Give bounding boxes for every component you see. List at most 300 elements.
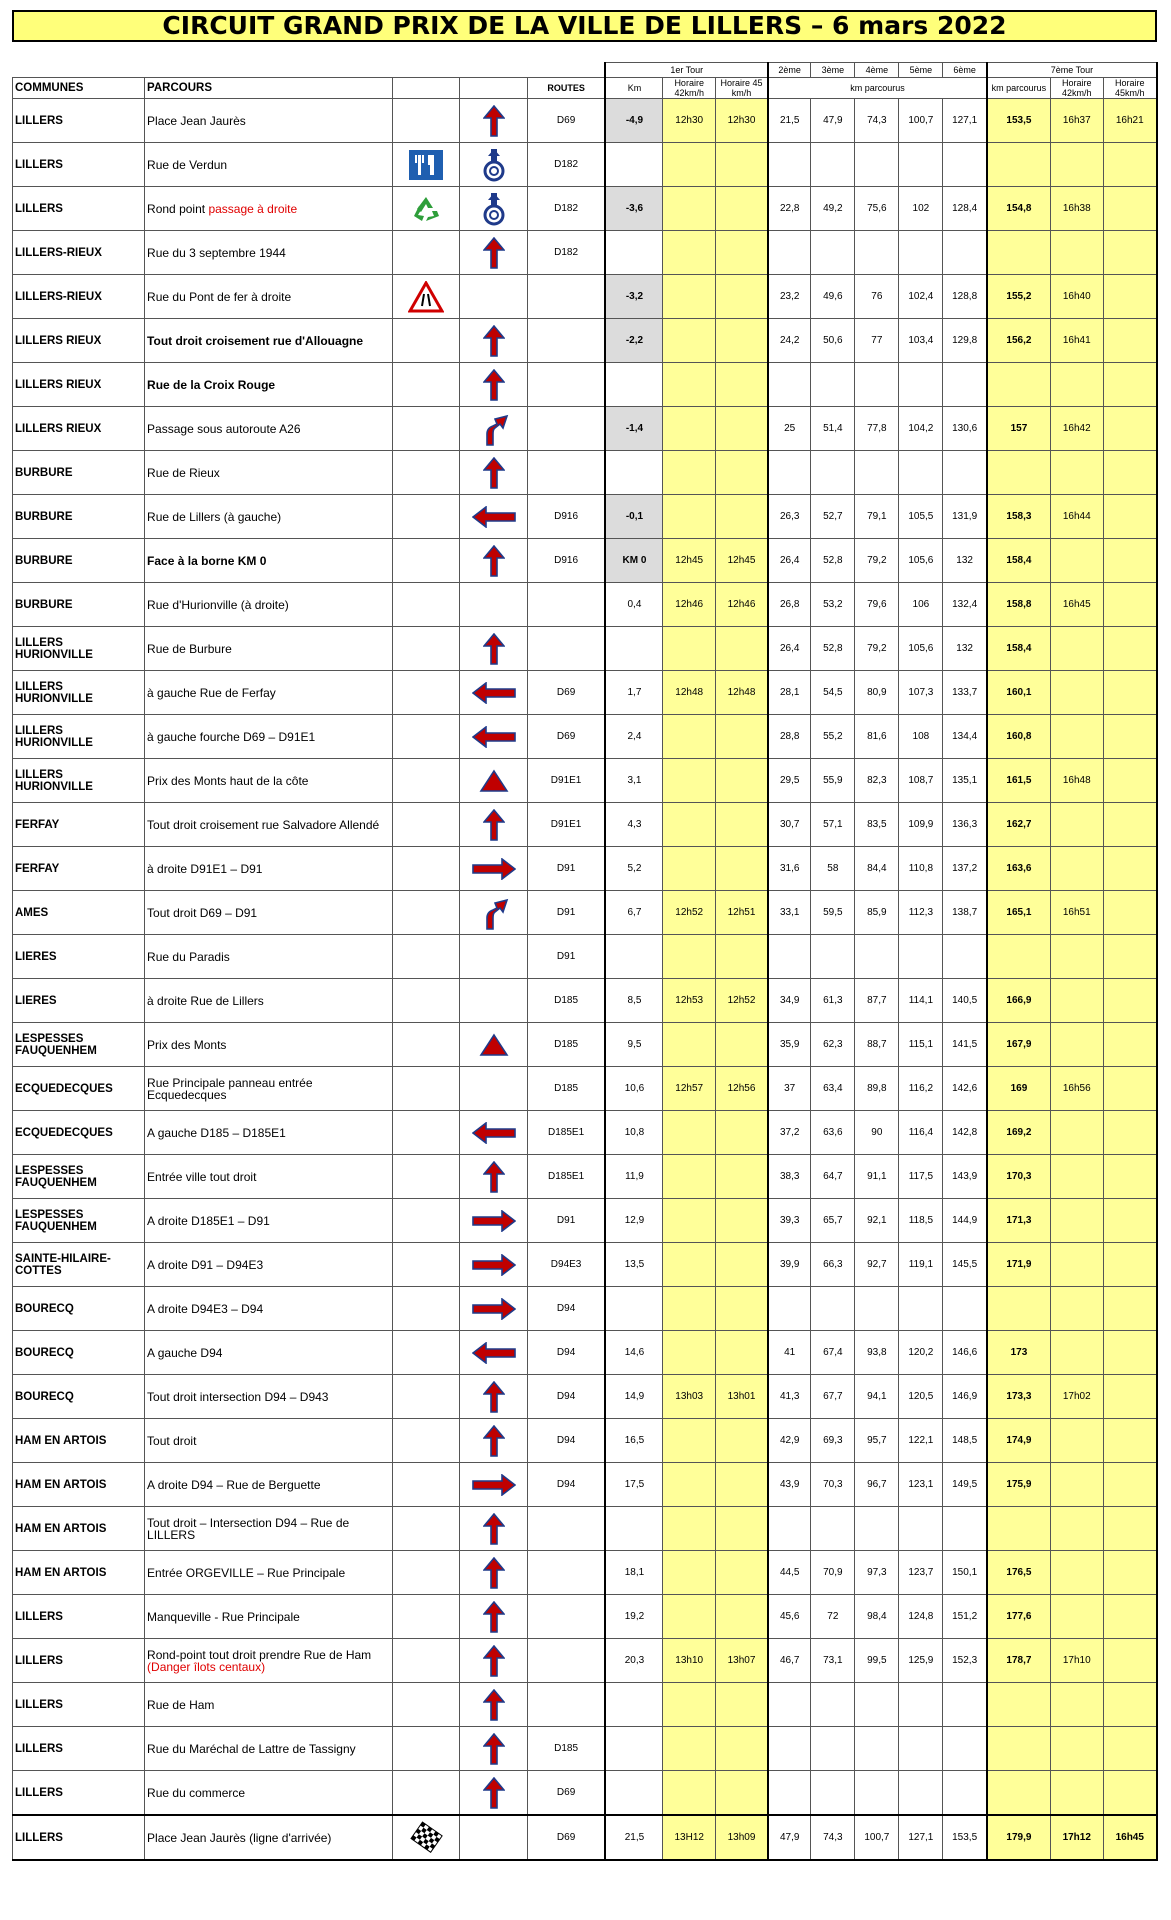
direction-cell [460, 1771, 527, 1816]
tour5-cell [899, 231, 943, 275]
parcours-text: Rue d'Hurionville (à droite) [147, 597, 289, 612]
parcours-text: A droite D94E3 – D94 [147, 1301, 264, 1316]
commune-cell: LILLERS [13, 1815, 145, 1860]
parcours-cell [145, 1023, 393, 1067]
horaire45-7-cell: 16h45 [1103, 1815, 1157, 1860]
tour7-km-cell: 171,9 [987, 1243, 1051, 1287]
tour3-cell: 74,3 [811, 1815, 855, 1860]
arrow-up-icon [460, 1777, 526, 1809]
horaire45-7-cell: 16h21 [1103, 99, 1157, 143]
symbol-cell [393, 1111, 460, 1155]
horaire42-cell [663, 1243, 716, 1287]
commune-cell: LILLERS [13, 187, 145, 231]
tour2-cell: 39,9 [768, 1243, 811, 1287]
tour3-cell: 49,2 [811, 187, 855, 231]
horaire45-cell [715, 847, 768, 891]
horaire45-cell [715, 1595, 768, 1639]
horaire45-7-cell [1103, 1639, 1157, 1683]
direction-cell [460, 1595, 527, 1639]
tour2-cell: 42,9 [768, 1419, 811, 1463]
horaire45-cell [715, 231, 768, 275]
arrow-left-icon [460, 726, 526, 748]
tour2-cell: 39,3 [768, 1199, 811, 1243]
tour3-cell: 67,4 [811, 1331, 855, 1375]
tour2-cell [768, 935, 811, 979]
parcours-cell [145, 231, 393, 275]
parcours-cell [145, 319, 393, 363]
tour7-km-cell: 167,9 [987, 1023, 1051, 1067]
parcours-cell [145, 1771, 393, 1816]
horaire42-7-cell [1050, 1551, 1103, 1595]
tour7-km-cell [987, 1507, 1051, 1551]
horaire45-cell: 13h01 [715, 1375, 768, 1419]
tour3-cell: 63,4 [811, 1067, 855, 1111]
commune-cell: ECQUEDECQUES [13, 1111, 145, 1155]
table-row [13, 1727, 1158, 1771]
parcours-cell [145, 1463, 393, 1507]
horaire42-cell [663, 935, 716, 979]
tour3-cell: 47,9 [811, 99, 855, 143]
tour2-cell: 37,2 [768, 1111, 811, 1155]
tour5-cell: 105,6 [899, 627, 943, 671]
tour3-cell [811, 143, 855, 187]
parcours-cell [145, 759, 393, 803]
direction-cell [460, 1727, 527, 1771]
tour6-cell: 128,4 [943, 187, 987, 231]
table-row [13, 1243, 1158, 1287]
horaire45-7-cell [1103, 671, 1157, 715]
horaire45-7-cell [1103, 539, 1157, 583]
table-row [13, 803, 1158, 847]
tour7-km-cell: 158,3 [987, 495, 1051, 539]
tour4-cell [855, 1507, 899, 1551]
tour4-cell: 97,3 [855, 1551, 899, 1595]
arrow-up-icon [460, 457, 526, 489]
parcours-text: Rue du commerce [147, 1785, 246, 1800]
horaire42-7-cell [1050, 1507, 1103, 1551]
horaire42-cell [663, 759, 716, 803]
direction-cell [460, 1111, 527, 1155]
commune-cell: SAINTE-HILAIRE-COTTES [13, 1243, 145, 1287]
tour7-km-cell: 169 [987, 1067, 1051, 1111]
horaire42-cell [663, 363, 716, 407]
symbol-cell [393, 451, 460, 495]
tour3-cell: 49,6 [811, 275, 855, 319]
route-cell: D94E3 [527, 1243, 605, 1287]
table-row [13, 539, 1158, 583]
tour3-cell: 63,6 [811, 1111, 855, 1155]
horaire42-cell [663, 847, 716, 891]
tour5-cell: 105,6 [899, 539, 943, 583]
tour3-cell [811, 451, 855, 495]
horaire45-7-cell [1103, 1595, 1157, 1639]
tour4-cell: 96,7 [855, 1463, 899, 1507]
tour4-header: 4ème [855, 63, 899, 78]
route-cell: D94 [527, 1419, 605, 1463]
table-row [13, 1639, 1158, 1683]
parcours-text: Place Jean Jaurès (ligne d'arrivée) [147, 1830, 332, 1845]
tour4-cell: 82,3 [855, 759, 899, 803]
horaire42-7-cell: 16h41 [1050, 319, 1103, 363]
tour6-cell: 136,3 [943, 803, 987, 847]
tour7-km-cell [987, 1771, 1051, 1816]
tour5-cell: 102 [899, 187, 943, 231]
parcours-cell [145, 539, 393, 583]
commune-cell: BOURECQ [13, 1287, 145, 1331]
horaire45-cell [715, 1727, 768, 1771]
direction-cell [460, 671, 527, 715]
parcours-cell [145, 715, 393, 759]
tour6-cell [943, 1507, 987, 1551]
table-row [13, 1331, 1158, 1375]
tour4-cell [855, 1727, 899, 1771]
horaire45-cell [715, 1243, 768, 1287]
symbol-cell [393, 803, 460, 847]
direction-cell [460, 1551, 527, 1595]
symbol-cell [393, 1199, 460, 1243]
km-cell [605, 1771, 662, 1816]
tour6-cell: 143,9 [943, 1155, 987, 1199]
tour5-cell [899, 1287, 943, 1331]
direction-cell [460, 847, 527, 891]
km-cell: 14,6 [605, 1331, 662, 1375]
tour7-km-cell: 176,5 [987, 1551, 1051, 1595]
symbol-cell [393, 1463, 460, 1507]
km-cell: 10,8 [605, 1111, 662, 1155]
horaire42-cell [663, 1287, 716, 1331]
horaire45-7-cell [1103, 1199, 1157, 1243]
horaire45-cell [715, 495, 768, 539]
horaire42-cell: 12h46 [663, 583, 716, 627]
table-row [13, 759, 1158, 803]
arrow-right-icon [460, 858, 526, 880]
food-icon [393, 150, 459, 180]
tour7-km-cell: 156,2 [987, 319, 1051, 363]
tour3-cell: 50,6 [811, 319, 855, 363]
route-cell: D94 [527, 1463, 605, 1507]
tour6-cell: 130,6 [943, 407, 987, 451]
route-cell: D91 [527, 847, 605, 891]
tour3-cell: 70,9 [811, 1551, 855, 1595]
tour4-cell: 83,5 [855, 803, 899, 847]
horaire42-7-cell [1050, 1595, 1103, 1639]
tour2-cell: 21,5 [768, 99, 811, 143]
route-cell [527, 583, 605, 627]
parcours-cell [145, 1551, 393, 1595]
tour7-km-cell: 160,1 [987, 671, 1051, 715]
tour6-cell [943, 143, 987, 187]
tour2-cell [768, 1683, 811, 1727]
route-cell: D182 [527, 143, 605, 187]
parcours-text: Rue du Maréchal de Lattre de Tassigny [147, 1741, 356, 1756]
horaire42-7-cell [1050, 671, 1103, 715]
horaire42-cell: 13h10 [663, 1639, 716, 1683]
horaire42-7-cell: 16h51 [1050, 891, 1103, 935]
tour6-cell: 134,4 [943, 715, 987, 759]
parcours-text: Prix des Monts haut de la côte [147, 773, 309, 788]
tour7-km-cell: 175,9 [987, 1463, 1051, 1507]
parcours-warning-text: passage à droite [208, 201, 298, 216]
tour3-cell: 55,9 [811, 759, 855, 803]
route-cell [527, 407, 605, 451]
parcours-text: Entrée ville tout droit [147, 1169, 257, 1184]
arrow-right-icon [460, 1474, 526, 1496]
parcours-header: PARCOURS [145, 78, 393, 99]
arrow-up-icon [460, 1557, 526, 1589]
arrow-up-icon [460, 545, 526, 577]
table-row [13, 583, 1158, 627]
tour7-km-cell: 157 [987, 407, 1051, 451]
horaire42-7-cell [1050, 451, 1103, 495]
tour4-cell: 75,6 [855, 187, 899, 231]
header-row-columns [13, 78, 1158, 99]
horaire45-cell: 12h51 [715, 891, 768, 935]
tour5-cell: 108,7 [899, 759, 943, 803]
tour6-cell [943, 231, 987, 275]
route-cell: D182 [527, 187, 605, 231]
tour4-cell: 79,6 [855, 583, 899, 627]
km-cell: 10,6 [605, 1067, 662, 1111]
table-row [13, 935, 1158, 979]
tour7-km-cell: 173 [987, 1331, 1051, 1375]
route-cell [527, 1551, 605, 1595]
tour7-km-cell: 170,3 [987, 1155, 1051, 1199]
table-row [13, 1551, 1158, 1595]
horaire45-cell: 12h45 [715, 539, 768, 583]
tour5-cell: 122,1 [899, 1419, 943, 1463]
horaire42-cell [663, 1551, 716, 1595]
horaire42-cell [663, 451, 716, 495]
tour5-cell: 100,7 [899, 99, 943, 143]
horaire42-cell: 12h53 [663, 979, 716, 1023]
tour4-cell: 79,2 [855, 539, 899, 583]
tour2-cell: 43,9 [768, 1463, 811, 1507]
commune-cell: LILLERS [13, 143, 145, 187]
horaire42-cell [663, 1331, 716, 1375]
symbol-cell [393, 1287, 460, 1331]
parcours-cell [145, 1375, 393, 1419]
tour5-cell: 107,3 [899, 671, 943, 715]
horaire45-7-cell [1103, 583, 1157, 627]
tour7-km-cell: 155,2 [987, 275, 1051, 319]
parcours-text: Rue de Lillers (à gauche) [147, 509, 282, 524]
tour6-cell: 132 [943, 539, 987, 583]
symbol-cell [393, 1683, 460, 1727]
commune-cell: LILLERS RIEUX [13, 363, 145, 407]
route-cell: D69 [527, 1815, 605, 1860]
parcours-cell [145, 99, 393, 143]
route-cell: D185 [527, 1023, 605, 1067]
tour6-cell: 151,2 [943, 1595, 987, 1639]
km-cell: 14,9 [605, 1375, 662, 1419]
km-cell [605, 143, 662, 187]
horaire45-7-cell [1103, 1507, 1157, 1551]
table-row [13, 231, 1158, 275]
tour3-cell [811, 1287, 855, 1331]
km-cell [605, 363, 662, 407]
symbol-cell [393, 1551, 460, 1595]
commune-cell: LESPESSES FAUQUENHEM [13, 1155, 145, 1199]
tour2-cell: 28,8 [768, 715, 811, 759]
parcours-cell [145, 1507, 393, 1551]
tour2-cell [768, 143, 811, 187]
horaire45-cell: 12h48 [715, 671, 768, 715]
tour3-cell [811, 1771, 855, 1816]
commune-cell: BOURECQ [13, 1375, 145, 1419]
route-cell: D91 [527, 891, 605, 935]
horaire42-7-cell [1050, 847, 1103, 891]
table-row [13, 1683, 1158, 1727]
parcours-cell [145, 847, 393, 891]
tour5-cell: 125,9 [899, 1639, 943, 1683]
tour7-km-cell: 171,3 [987, 1199, 1051, 1243]
km-cell: 21,5 [605, 1815, 662, 1860]
km-cell [605, 1683, 662, 1727]
commune-cell: LIERES [13, 935, 145, 979]
tour4-cell: 94,1 [855, 1375, 899, 1419]
km-cell: -4,9 [605, 99, 662, 143]
tour7-km-cell: 174,9 [987, 1419, 1051, 1463]
table-row [13, 1287, 1158, 1331]
parcours-text: Rue de la Croix Rouge [147, 377, 276, 392]
km-cell: KM 0 [605, 539, 662, 583]
direction-cell [460, 759, 527, 803]
symbol-cell [393, 1771, 460, 1816]
km-cell: 11,9 [605, 1155, 662, 1199]
km-cell [605, 627, 662, 671]
horaire45-7-cell [1103, 1023, 1157, 1067]
route-cell [527, 319, 605, 363]
km-cell: -2,2 [605, 319, 662, 363]
arrow-up-icon [460, 1689, 526, 1721]
arrow-up-icon [460, 369, 526, 401]
table-row [13, 1067, 1158, 1111]
tour6-cell [943, 1287, 987, 1331]
tour5-cell: 120,2 [899, 1331, 943, 1375]
parcours-text: A droite D185E1 – D91 [147, 1213, 270, 1228]
km-cell: 3,1 [605, 759, 662, 803]
parcours-text: Rond point [147, 201, 209, 216]
route-cell: D185 [527, 979, 605, 1023]
horaire42-7-cell: 16h37 [1050, 99, 1103, 143]
curve-arrow-icon [460, 896, 526, 930]
route-cell: D916 [527, 539, 605, 583]
tour5-cell: 108 [899, 715, 943, 759]
route-cell [527, 1683, 605, 1727]
direction-cell [460, 715, 527, 759]
tour2-cell: 35,9 [768, 1023, 811, 1067]
tour4-cell: 90 [855, 1111, 899, 1155]
table-row [13, 275, 1158, 319]
km-cell [605, 231, 662, 275]
tour6-cell: 138,7 [943, 891, 987, 935]
horaire45-7-cell [1103, 275, 1157, 319]
symbol-cell [393, 1727, 460, 1771]
direction-cell [460, 99, 527, 143]
parcours-cell [145, 275, 393, 319]
km-cell: -3,6 [605, 187, 662, 231]
tour6-cell: 142,8 [943, 1111, 987, 1155]
direction-cell [460, 231, 527, 275]
horaire45-7-cell [1103, 847, 1157, 891]
parcours-cell [145, 979, 393, 1023]
tour7-km-cell [987, 231, 1051, 275]
tour3-cell: 55,2 [811, 715, 855, 759]
km-cell: 6,7 [605, 891, 662, 935]
horaire42-7-cell: 17h02 [1050, 1375, 1103, 1419]
tour2-cell: 26,4 [768, 539, 811, 583]
horaire42-7-cell [1050, 1155, 1103, 1199]
horaire45-7-cell [1103, 1111, 1157, 1155]
direction-cell [460, 1639, 527, 1683]
tour5-cell: 127,1 [899, 1815, 943, 1860]
table-row [13, 715, 1158, 759]
horaire42-7-cell [1050, 627, 1103, 671]
table-row [13, 1375, 1158, 1419]
arrow-left-icon [460, 1122, 526, 1144]
tour2-cell: 26,4 [768, 627, 811, 671]
parcours-cell [145, 495, 393, 539]
horaire42-cell [663, 275, 716, 319]
parcours-text: Tout droit croisement rue Salvadore Allendé [147, 817, 380, 832]
tour6-cell: 149,5 [943, 1463, 987, 1507]
table-row [13, 99, 1158, 143]
horaire45-7-cell [1103, 1683, 1157, 1727]
parcours-cell [145, 1155, 393, 1199]
horaire42-cell: 12h52 [663, 891, 716, 935]
parcours-text: Rue du 3 septembre 1944 [147, 245, 286, 260]
direction-cell [460, 451, 527, 495]
horaire45-cell [715, 1419, 768, 1463]
horaire42-cell [663, 1199, 716, 1243]
horaire45-7-cell [1103, 1331, 1157, 1375]
parcours-cell [145, 1815, 393, 1860]
tour3-cell [811, 1507, 855, 1551]
parcours-text: Tout droit – Intersection D94 – Rue de LILLERS [147, 1515, 350, 1542]
tour6-cell: 153,5 [943, 1815, 987, 1860]
tour7-km-cell: 169,2 [987, 1111, 1051, 1155]
parcours-cell [145, 1243, 393, 1287]
parcours-cell [145, 1067, 393, 1111]
horaire45-7-cell [1103, 979, 1157, 1023]
recycle-icon [393, 194, 459, 224]
tour3-cell: 65,7 [811, 1199, 855, 1243]
tour4-cell: 88,7 [855, 1023, 899, 1067]
tour4-cell: 85,9 [855, 891, 899, 935]
symbol-cell [393, 715, 460, 759]
commune-cell: LILLERS HURIONVILLE [13, 627, 145, 671]
tour5-cell: 117,5 [899, 1155, 943, 1199]
parcours-cell [145, 187, 393, 231]
table-row [13, 1771, 1158, 1816]
horaire42-cell: 12h30 [663, 99, 716, 143]
tour7-km-cell: 153,5 [987, 99, 1051, 143]
direction-cell [460, 979, 527, 1023]
parcours-cell [145, 1111, 393, 1155]
tour7-km-cell: 163,6 [987, 847, 1051, 891]
table-row [13, 363, 1158, 407]
direction-cell [460, 363, 527, 407]
symbol-cell [393, 583, 460, 627]
horaire45-7-cell [1103, 451, 1157, 495]
arrow-left-icon [460, 682, 526, 704]
route-cell: D94 [527, 1287, 605, 1331]
km-header: Km [605, 78, 662, 99]
direction-cell [460, 319, 527, 363]
horaire42-cell [663, 143, 716, 187]
tour7-km-cell: 179,9 [987, 1815, 1051, 1860]
commune-cell: LILLERS RIEUX [13, 407, 145, 451]
